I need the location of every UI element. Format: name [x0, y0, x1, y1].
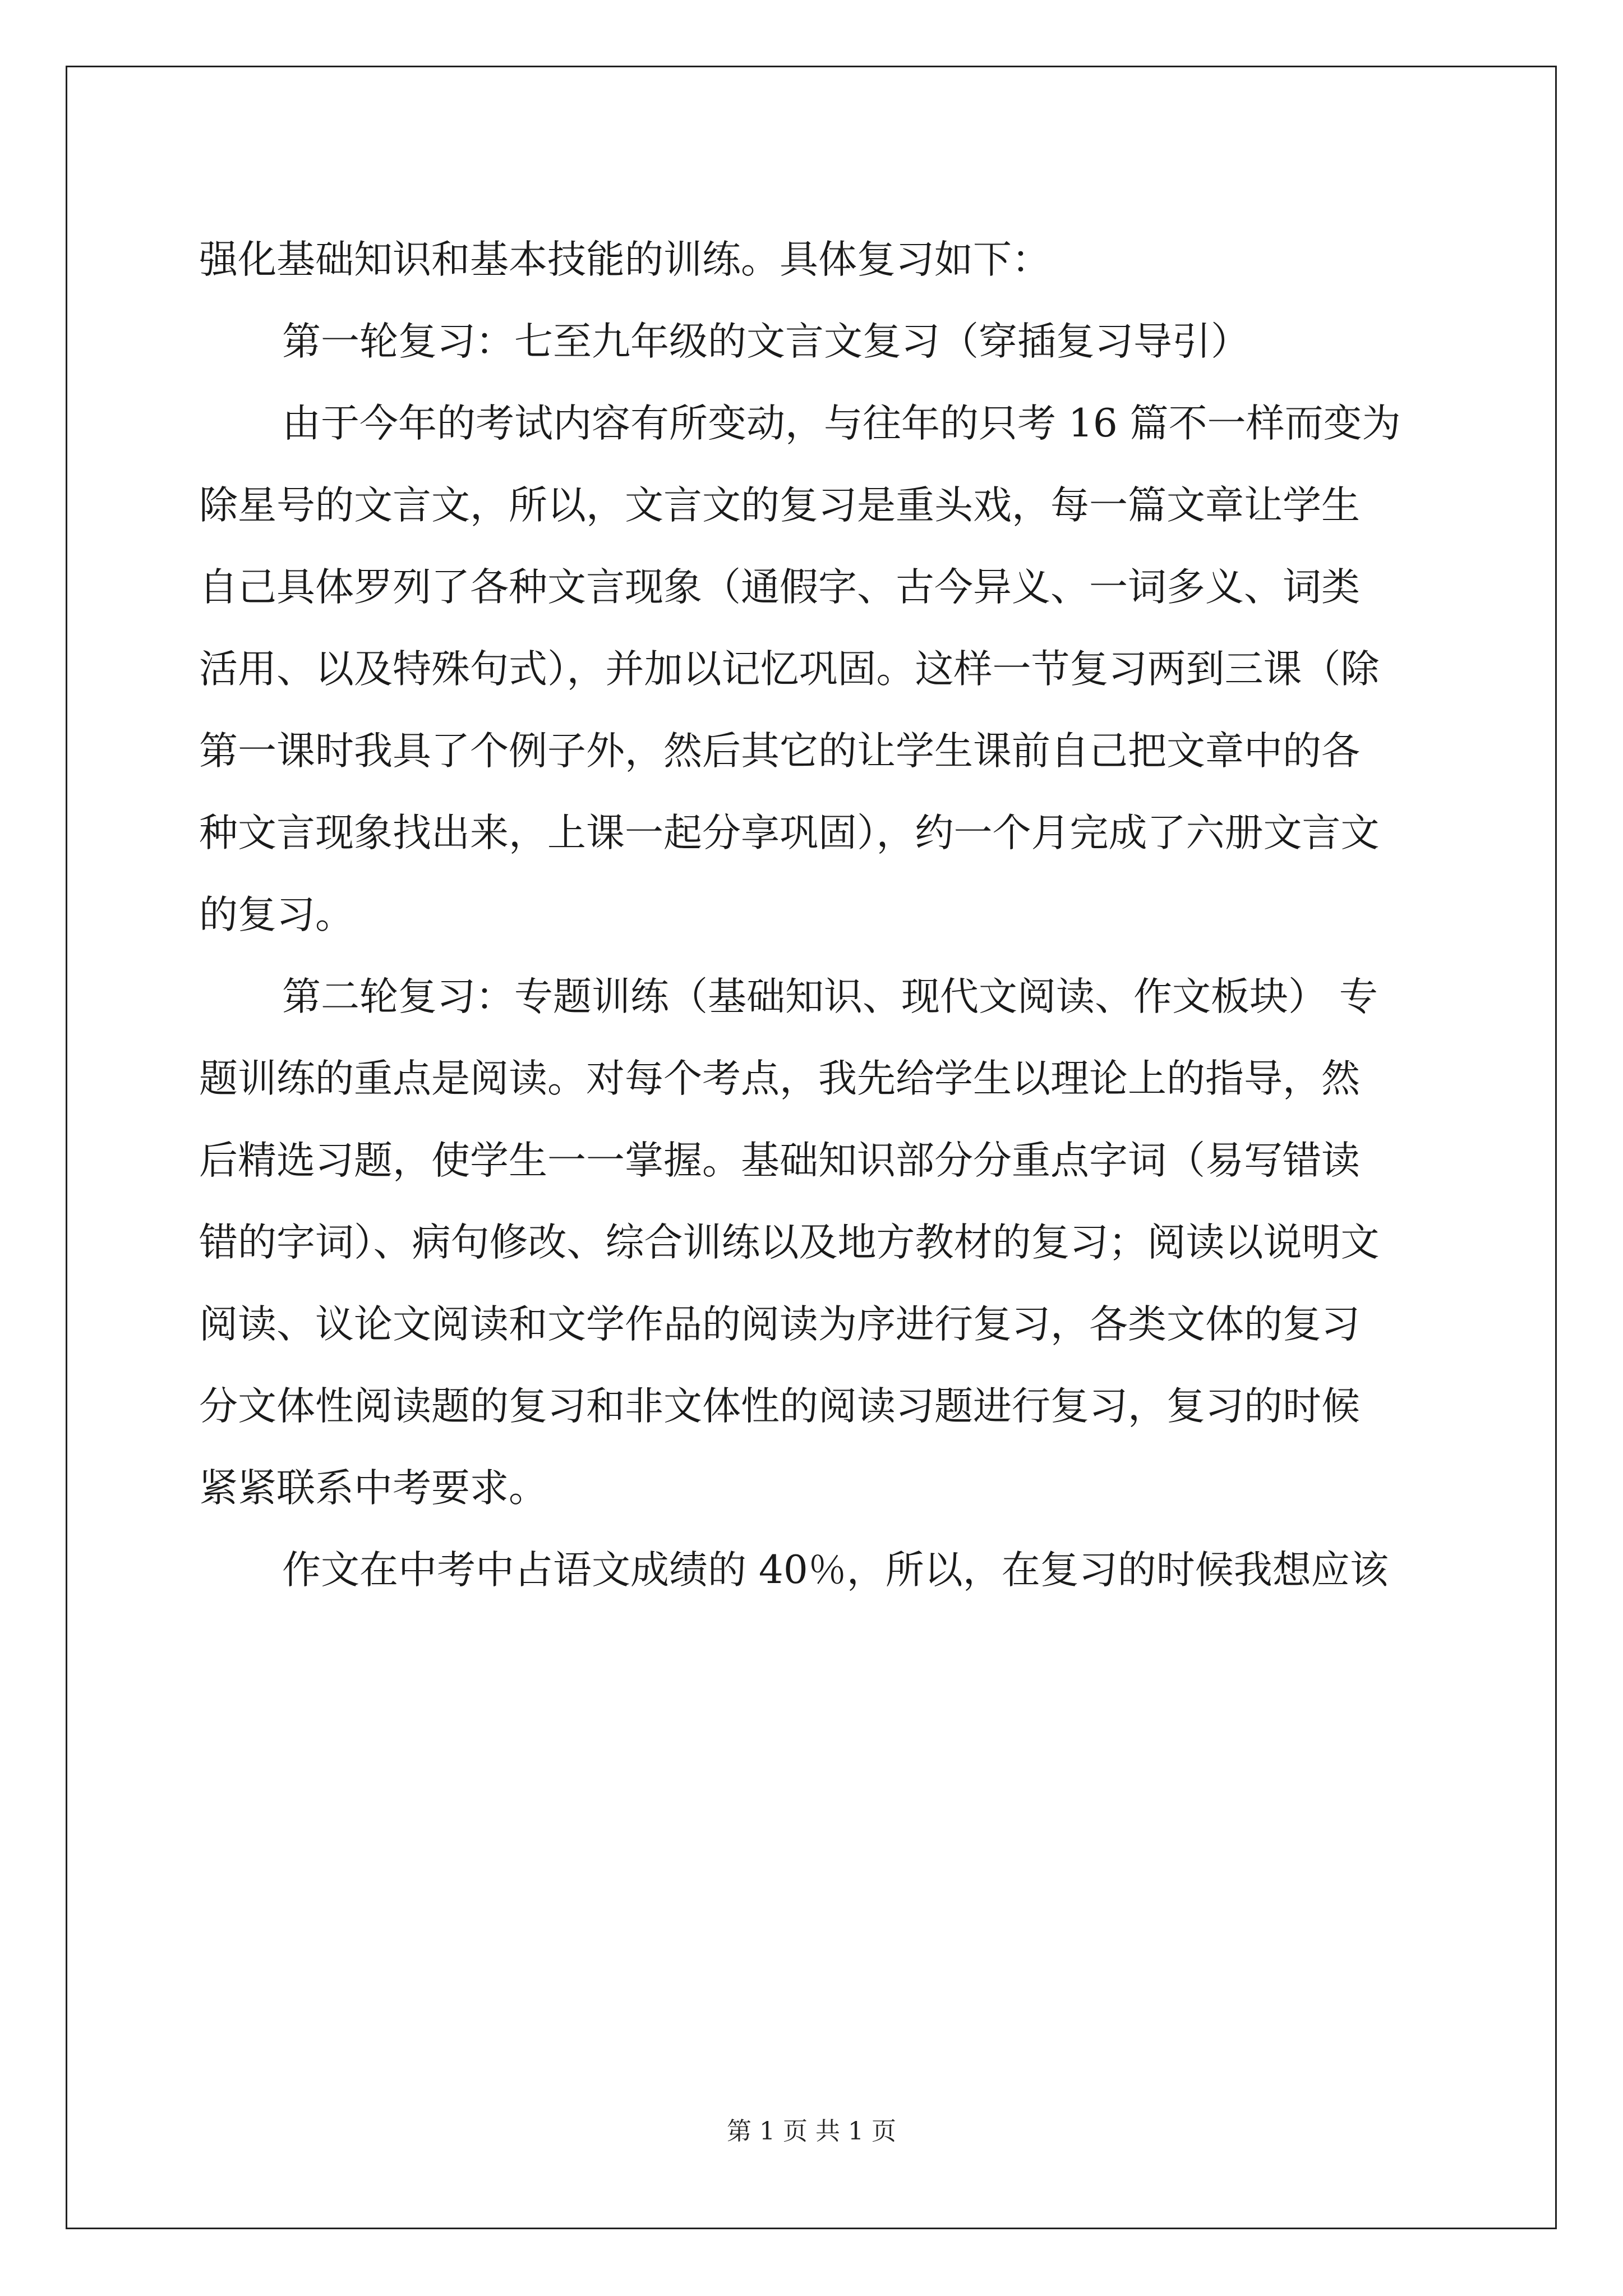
text-line: 活用、以及特殊句式），并加以记忆巩固。这样一节复习两到三课（除 — [199, 647, 1380, 692]
paragraph-1 — [199, 219, 1433, 301]
text-line: 作文在中考中占语文成绩的 40％，所以，在复习的时候我想应该 — [282, 1548, 1389, 1593]
text-line: 分文体性阅读题的复习和非文体性的阅读习题进行复习，复习的时候 — [199, 1384, 1360, 1429]
paragraph-4 — [199, 956, 1433, 1529]
page-number-footer: 第 1 页 共 1 页 — [727, 2117, 896, 2146]
text-line: 自己具体罗列了各种文言现象（通假字、古今异义、一词多义、词类 — [199, 565, 1360, 610]
document-body — [199, 219, 1433, 1611]
text-line: 阅读、议论文阅读和文学作品的阅读为序进行复习，各类文体的复习 — [199, 1302, 1360, 1347]
text-line: 第二轮复习：专题训练（基础知识、现代文阅读、作文板块） 专 — [282, 974, 1378, 1019]
paragraph-2 — [199, 301, 1433, 383]
text-line: 紧紧联系中考要求。 — [199, 1466, 547, 1511]
text-line: 由于今年的考试内容有所变动，与往年的只考 16 篇不一样而变为 — [282, 401, 1401, 446]
text-line: 第一课时我具了个例子外，然后其它的让学生课前自己把文章中的各 — [199, 729, 1360, 774]
text-line: 错的字词）、病句修改、综合训练以及地方教材的复习；阅读以说明文 — [199, 1220, 1380, 1265]
text-line: 种文言现象找出来，上课一起分享巩固），约一个月完成了六册文言文 — [199, 811, 1380, 855]
paragraph-3 — [199, 383, 1433, 956]
text-line: 题训练的重点是阅读。对每个考点，我先给学生以理论上的指导，然 — [199, 1056, 1360, 1101]
paragraph-5 — [199, 1529, 1433, 1611]
text-line: 后精选习题，使学生一一掌握。基础知识部分分重点字词（易写错读 — [199, 1138, 1360, 1183]
text-line: 除星号的文言文，所以，文言文的复习是重头戏，每一篇文章让学生 — [199, 483, 1360, 528]
text-line: 强化基础知识和基本技能的训练。具体复习如下： — [199, 237, 1050, 282]
text-line: 第一轮复习：七至九年级的文言文复习（穿插复习导引） — [282, 319, 1249, 364]
text-line: 的复习。 — [199, 892, 354, 937]
